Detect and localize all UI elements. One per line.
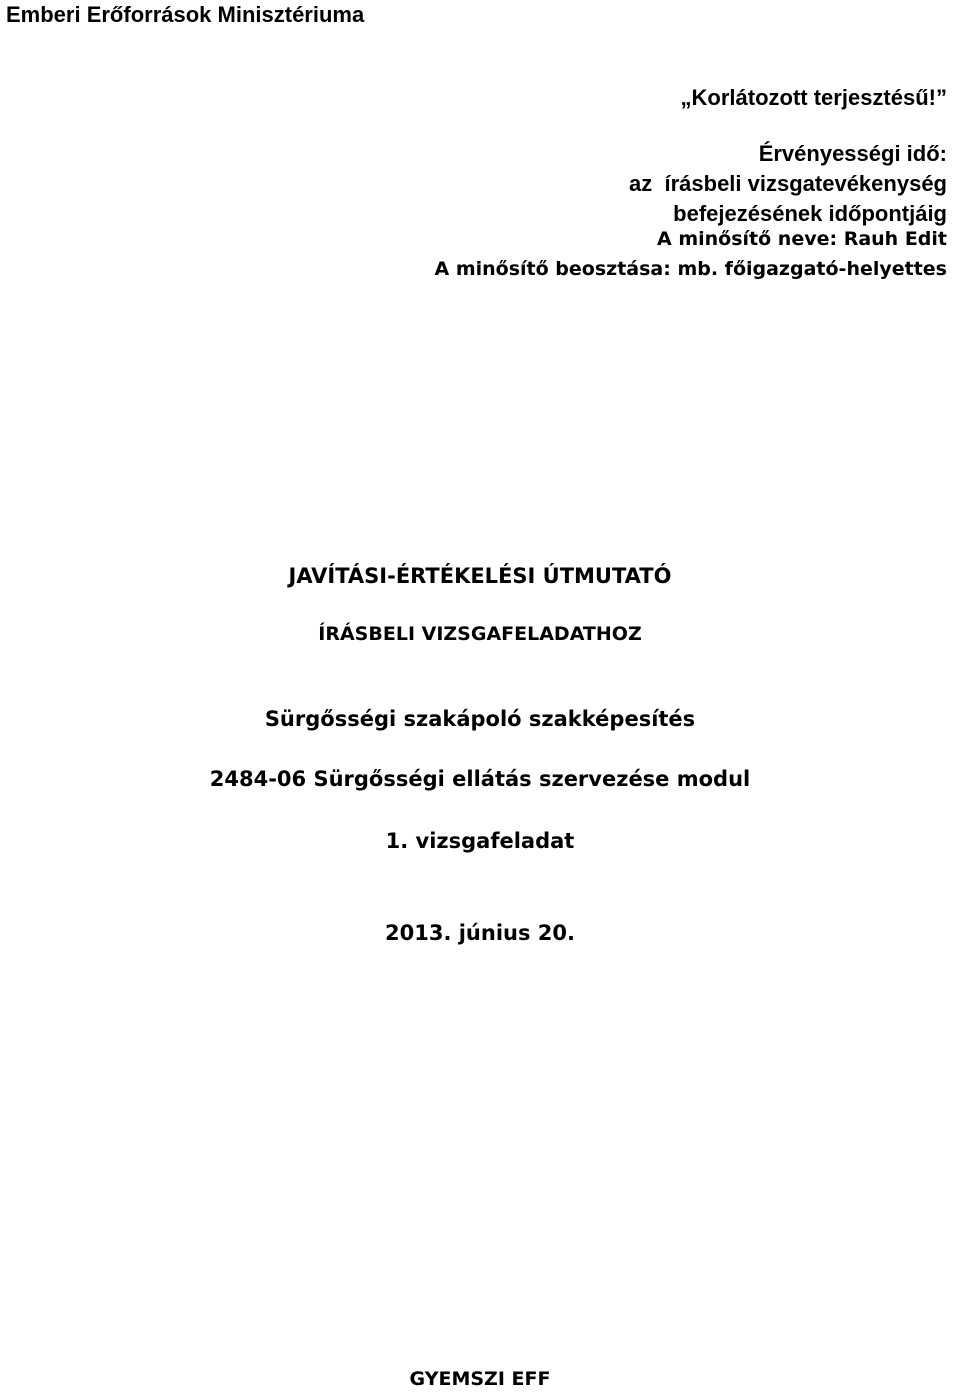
exam-date: 2013. június 20. <box>385 921 575 945</box>
ministry-name: Emberi Erőforrások Minisztériuma <box>6 2 365 27</box>
validity-line-1: Érvényességi idő: <box>758 141 947 166</box>
validity-block <box>629 139 947 229</box>
validity-line-2: az írásbeli vizsgatevékenység <box>629 171 947 196</box>
document-subtitle: ÍRÁSBELI VIZSGAFELADATHOZ <box>318 623 642 645</box>
grader-name: A minősítő neve: Rauh Edit <box>657 228 947 250</box>
footer-publisher: GYEMSZI EFF <box>409 1368 551 1390</box>
document-title: JAVÍTÁSI-ÉRTÉKELÉSI ÚTMUTATÓ <box>288 564 672 588</box>
validity-line-3: befejezésének időpontjáig <box>673 201 947 226</box>
task-title: 1. vizsgafeladat <box>385 829 575 853</box>
grader-position: A minősítő beosztása: mb. főigazgató-helyettes <box>434 258 947 280</box>
qualification-title: Sürgősségi szakápoló szakképesítés <box>264 707 696 731</box>
restricted-distribution-label: „Korlátozott terjesztésű!” <box>680 85 947 110</box>
grader-block <box>435 224 947 284</box>
module-title: 2484-06 Sürgősségi ellátás szervezése modul <box>209 767 751 791</box>
